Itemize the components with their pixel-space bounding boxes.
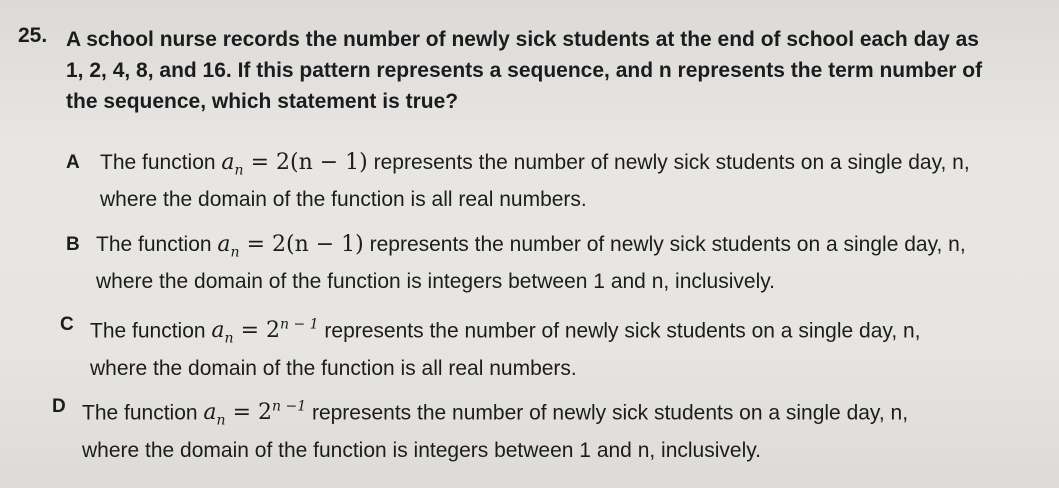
- formula-variable: a: [221, 150, 235, 175]
- choice-prefix: The function: [90, 319, 206, 343]
- choice-b-formula: [217, 232, 364, 261]
- choice-b-letter[interactable]: B: [66, 234, 80, 255]
- formula-subscript: n: [234, 162, 244, 179]
- choice-c-letter[interactable]: C: [60, 314, 74, 335]
- formula-expression: = 2: [233, 318, 280, 344]
- choice-a[interactable]: [100, 148, 1050, 215]
- question-stem: [66, 24, 1026, 117]
- formula-variable: a: [217, 232, 231, 257]
- choice-a-line1: [100, 148, 1050, 185]
- choice-line1-rest: represents the number of newly sick students on a single day, n,: [369, 233, 966, 256]
- formula-exponent: n −1: [272, 399, 307, 415]
- choice-b[interactable]: [96, 230, 1046, 297]
- choice-a-formula: [221, 150, 368, 179]
- formula-expression: = 2(n − 1): [239, 232, 364, 257]
- formula-expression: = 2: [225, 400, 272, 426]
- formula-subscript: n: [224, 330, 234, 347]
- question-stem-text: 1, 2, 4, 8, and 16. If this pattern represents a sequence, and n represents the term number of: [66, 59, 983, 82]
- choice-line1-rest: represents the number of newly sick students on a single day, n,: [324, 319, 921, 343]
- choice-d-formula: [203, 399, 307, 429]
- question-stem-line: A school nurse records the number of newly sick students at the end of school each day as: [66, 28, 979, 51]
- question-stem-line: [66, 55, 1026, 86]
- formula-subscript: n: [230, 244, 240, 261]
- formula-expression: = 2(n − 1): [243, 150, 368, 175]
- formula-subscript: n: [216, 412, 226, 429]
- choice-d-line1: [82, 392, 1032, 436]
- choice-c-line1: [90, 310, 1040, 354]
- choice-prefix: The function: [100, 151, 216, 174]
- formula-exponent: n − 1: [280, 317, 319, 333]
- choice-b-line1: [96, 230, 1046, 267]
- choice-line1-rest: represents the number of newly sick students on a single day, n,: [311, 401, 909, 425]
- question-stem-line: the sequence, which statement is true?: [66, 90, 459, 113]
- choice-c-line2: where the domain of the function is all real numbers.: [90, 356, 577, 380]
- choice-prefix: The function: [96, 233, 212, 256]
- choice-d-line2: where the domain of the function is integers between 1 and n, inclusively.: [82, 438, 762, 462]
- question-number: 25.: [18, 24, 48, 47]
- choice-d[interactable]: [82, 392, 1032, 466]
- formula-variable: a: [203, 400, 217, 426]
- choice-d-letter[interactable]: D: [52, 396, 66, 417]
- choice-a-line2: where the domain of the function is all real numbers.: [100, 188, 587, 212]
- choice-c[interactable]: [90, 310, 1040, 384]
- choice-b-line2: where the domain of the function is integers between 1 and n, inclusively.: [96, 270, 776, 294]
- formula-variable: a: [211, 318, 225, 344]
- choice-prefix: The function: [82, 401, 198, 425]
- choice-c-formula: [211, 317, 319, 347]
- choice-a-letter[interactable]: A: [66, 152, 80, 173]
- choice-line1-rest: represents the number of newly sick students on a single day, n,: [373, 151, 970, 174]
